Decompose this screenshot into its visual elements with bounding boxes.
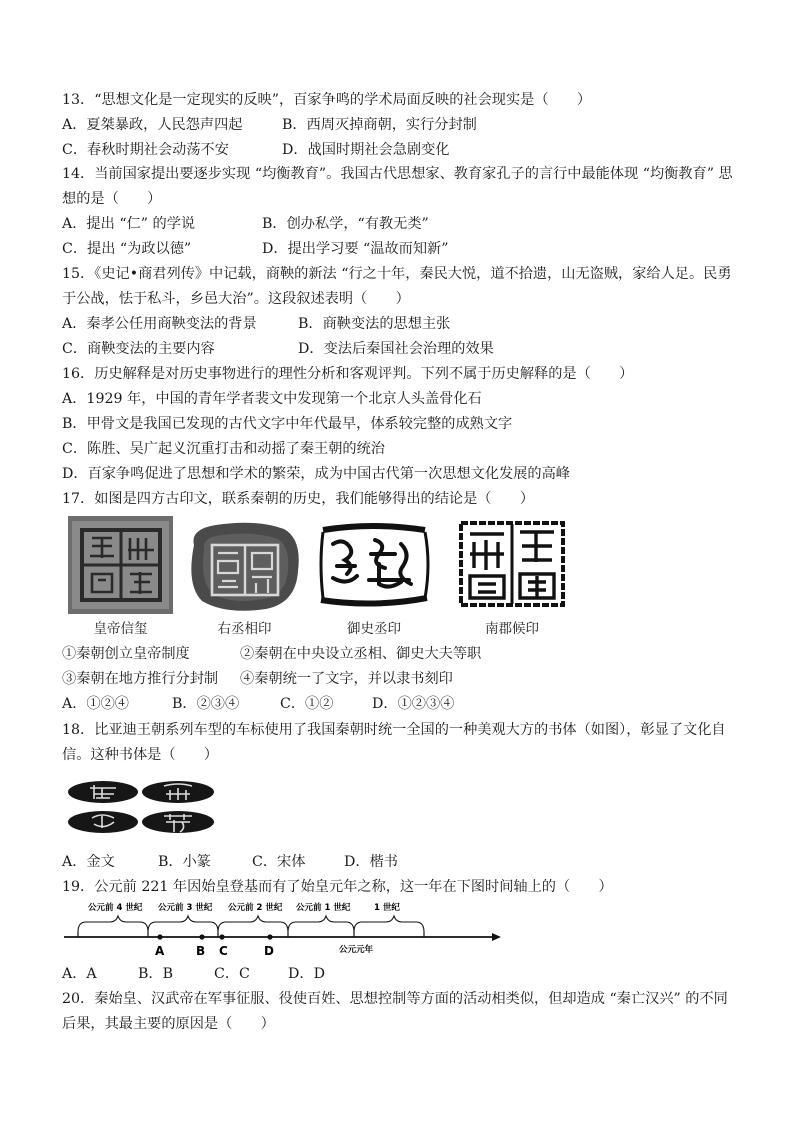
- q17-option-b: B．②③④: [172, 696, 240, 712]
- q14-option-b: B．创办私学，“有教无类”: [262, 216, 429, 232]
- timeline-period-5: 1 世纪: [374, 903, 400, 913]
- q15-option-c: C．商鞅变法的主要内容: [62, 341, 215, 357]
- q18-option-c: C．宋体: [252, 854, 306, 870]
- timeline-period-4: 公元前 1 世纪: [296, 903, 351, 913]
- q17-option-d: D．①②③④: [372, 696, 455, 712]
- q18-option-b: B．小篆: [158, 854, 211, 870]
- q16-stem: 16．历史解释是对历史事物进行的理性分析和客观评判。下列不属于历史解释的是（ ）: [62, 366, 634, 382]
- q14-stem-line2: 想的是（ ）: [62, 191, 162, 207]
- q17-statement-1: ①秦朝创立皇帝制度: [62, 646, 190, 662]
- timeline-origin-label: 公元元年: [339, 945, 374, 955]
- q19-option-c: C．C: [214, 966, 250, 982]
- seal-image-youchengxiang: [186, 521, 303, 613]
- timeline-mark-c: C: [219, 944, 228, 958]
- q13-option-c: C．春秋时期社会动荡不安: [62, 142, 229, 158]
- q17-option-a: A．①②④: [62, 696, 129, 712]
- q20-stem-line2: 后果，其最主要的原因是（ ）: [62, 1016, 275, 1032]
- seal-image-nanjun: [458, 520, 566, 608]
- q15-option-b: B．商鞅变法的思想主张: [298, 316, 451, 332]
- q18-stem-line2: 信。这种书体是（ ）: [62, 747, 219, 763]
- q16-option-c: C．陈胜、吴广起义沉重打击和动摇了秦王朝的统治: [62, 441, 385, 457]
- q13-option-a: A．夏桀暴政，人民怨声四起: [62, 117, 243, 133]
- q18-option-a: A．金文: [62, 854, 115, 870]
- q17-statement-2: ②秦朝在中央设立丞相、御史大夫等职: [240, 646, 482, 662]
- q17-statement-3: ③秦朝在地方推行分封制: [62, 671, 219, 687]
- timeline-mark-b: B: [196, 944, 206, 958]
- q17-option-c: C．①②: [280, 696, 334, 712]
- q13-option-b: B．西周灭掉商朝，实行分封制: [282, 117, 477, 133]
- seal-caption-3: 御史丞印: [347, 621, 401, 637]
- q19-option-a: A．A: [62, 966, 97, 982]
- q18-stem-line1: 18．比亚迪王朝系列车型的车标使用了我国秦朝时统一全国的一种美观大方的书体（如图），彰显了文化自: [62, 722, 726, 738]
- q20-stem-line1: 20．秦始皇、汉武帝在军事征服、役使百姓、思想控制等方面的活动相类似，但却造成 “秦亡汉兴” 的不同: [62, 991, 728, 1007]
- q15-stem-line1: 15．《史记•商君列传》中记载，商鞅的新法 “行之十年，秦民大悦，道不拾遗，山无盗贼，家给人足。民勇: [62, 266, 732, 282]
- byd-dynasty-logos: [66, 778, 216, 836]
- q14-option-c: C．提出 “为政以德”: [62, 241, 192, 257]
- q16-option-b: B．甲骨文是我国已发现的古代文字中年代最早，体系较完整的成熟文字: [62, 416, 513, 432]
- timeline-period-3: 公元前 2 世纪: [228, 903, 283, 913]
- timeline-period-1: 公元前 4 世纪: [88, 903, 143, 913]
- q16-option-d: D．百家争鸣促进了思想和学术的繁荣，成为中国古代第一次思想文化发展的高峰: [62, 466, 570, 482]
- q13-stem: 13．“思想文化是一定现实的反映”，百家争鸣的学术局面反映的社会现实是（ ）: [62, 92, 592, 108]
- timeline-diagram: [62, 898, 502, 960]
- timeline-mark-a: A: [155, 944, 165, 958]
- q19-option-b: B．B: [138, 966, 174, 982]
- q16-option-a: A．1929 年，中国的青年学者裴文中发现第一个北京人头盖骨化石: [62, 391, 482, 407]
- timeline-period-2: 公元前 3 世纪: [158, 903, 213, 913]
- seal-image-yushi: [313, 520, 435, 607]
- q14-stem-line1: 14．当前国家提出要逐步实现 “均衡教育”。我国古代思想家、教育家孔子的言行中最能体现 “均衡教育” 思: [62, 166, 733, 182]
- q15-option-a: A．秦孝公任用商鞅变法的背景: [62, 316, 257, 332]
- q13-option-d: D．战国时期社会急剧变化: [282, 142, 450, 158]
- seal-caption-2: 右丞相印: [217, 621, 272, 637]
- seal-caption-4: 南郡候印: [485, 621, 539, 637]
- q14-option-d: D．提出学习要 “温故而知新”: [262, 241, 449, 257]
- seal-image-huangdi: [68, 516, 173, 614]
- q15-option-d: D．变法后秦国社会治理的效果: [298, 341, 494, 357]
- q17-stem: 17．如图是四方古印文，联系秦朝的历史，我们能够得出的结论是（ ）: [62, 491, 535, 507]
- seal-caption-1: 皇帝信玺: [93, 621, 148, 637]
- q19-option-d: D．D: [288, 966, 325, 982]
- timeline-mark-d: D: [264, 944, 274, 958]
- q15-stem-line2: 于公战，怯于私斗，乡邑大治”。这段叙述表明（ ）: [62, 291, 410, 307]
- q14-option-a: A．提出 “仁” 的学说: [62, 216, 196, 232]
- q18-option-d: D．楷书: [344, 854, 398, 870]
- q19-stem: 19．公元前 221 年因始皇登基而有了始皇元年之称，这一年在下图时间轴上的（ ）: [62, 879, 613, 895]
- q17-statement-4: ④秦朝统一了文字，并以隶书刻印: [240, 671, 453, 687]
